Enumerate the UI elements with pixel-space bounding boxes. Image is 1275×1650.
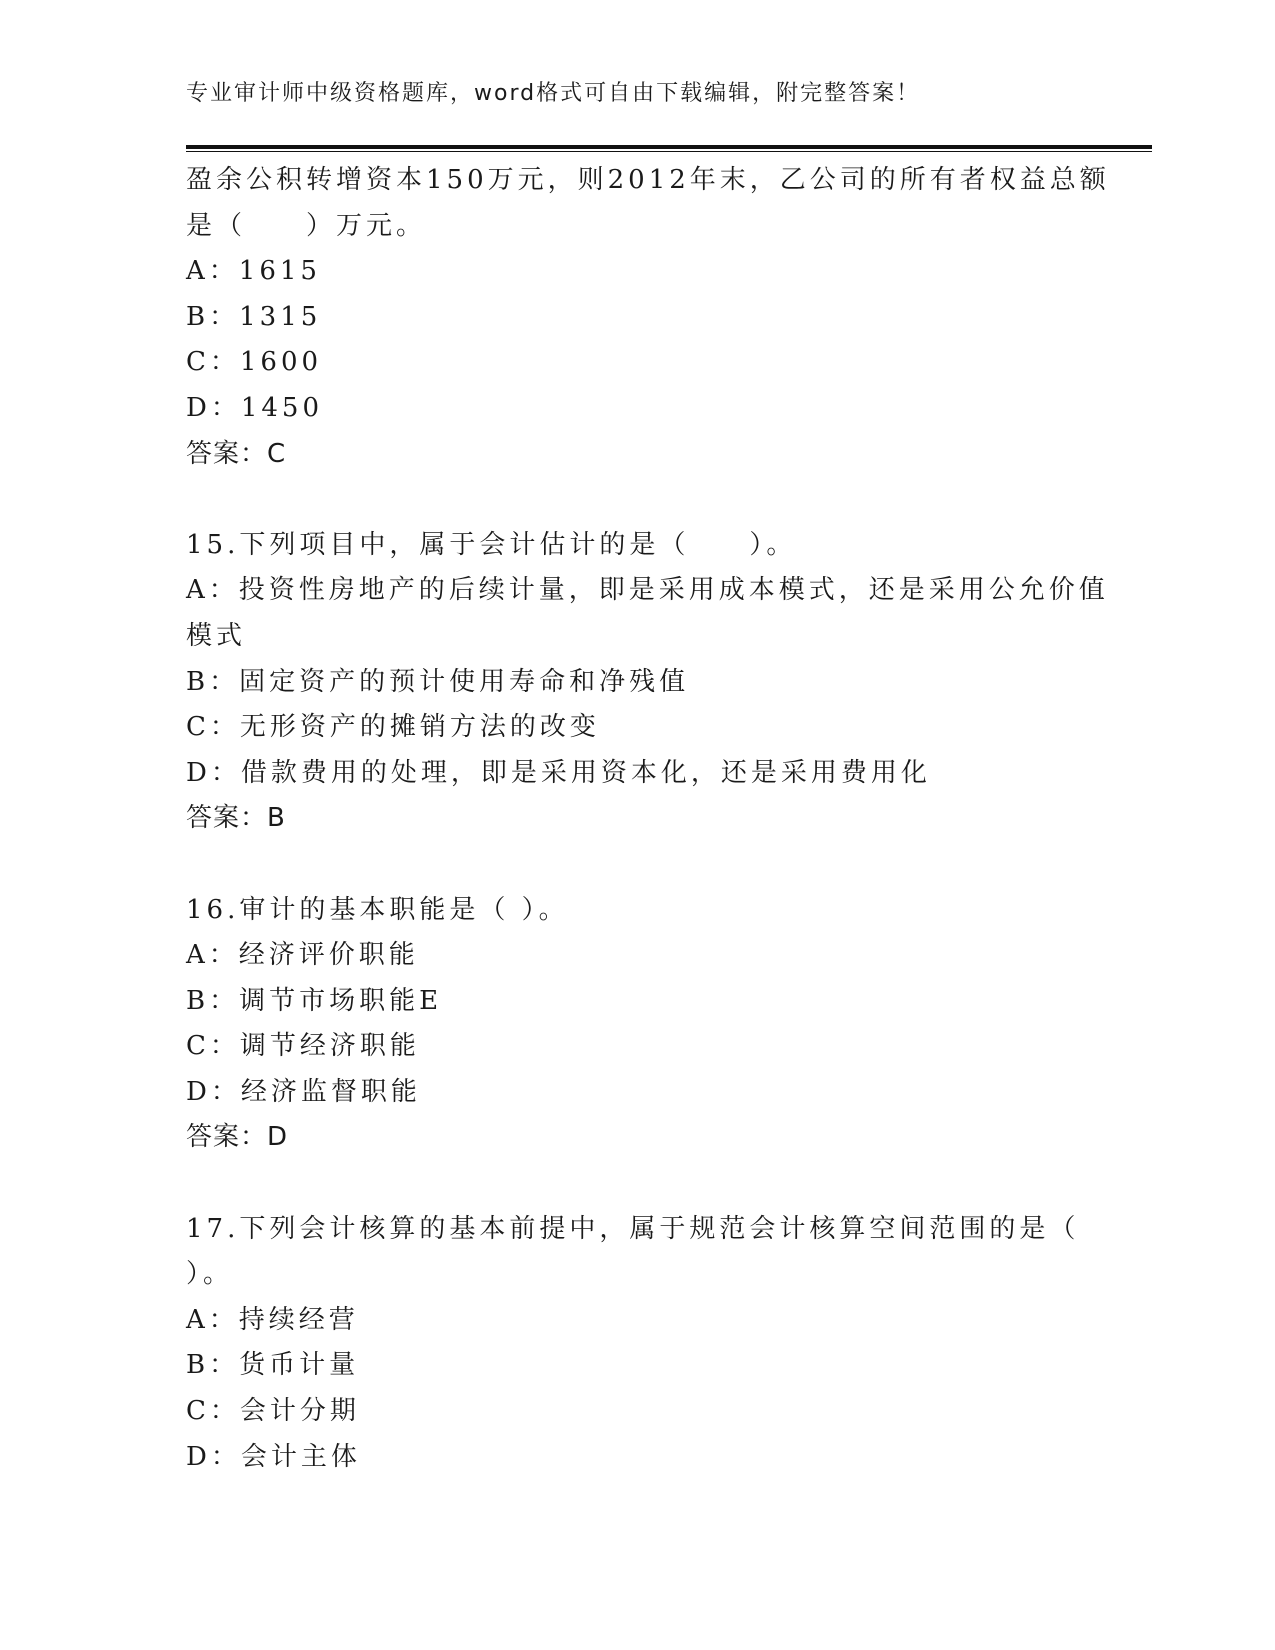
option-b: B：货币计量: [186, 1350, 360, 1381]
option-d: D：借款费用的处理，即是采用资本化，还是采用费用化: [186, 757, 931, 788]
question-stem-line: 盈余公积转增资本150万元，则2012年末，乙公司的所有者权益总额: [186, 165, 1110, 195]
option-a: A：经济评价职能: [186, 940, 419, 971]
answer-line: 答案：C: [186, 438, 287, 469]
option-d: D：经济监督职能: [186, 1076, 421, 1107]
option-c: C：1600: [186, 347, 323, 378]
option-a: A：投资性房地产的后续计量，即是采用成本模式，还是采用公允价值: [186, 575, 1109, 606]
question-stem-line: 17.下列会计核算的基本前提中，属于规范会计核算空间范围的是（: [186, 1213, 1080, 1244]
header-rule-thick: [186, 145, 1152, 149]
question-16: [186, 888, 1086, 1162]
header-rule-thin: [186, 151, 1152, 152]
option-c: C：无形资产的摊销方法的改变: [186, 712, 600, 743]
document-body: [186, 158, 1110, 1480]
question-stem: 16.审计的基本职能是（ ）。: [186, 894, 569, 925]
question-stem-line: ）。: [186, 1259, 234, 1290]
question-15: [186, 523, 1109, 842]
option-b: B：1315: [186, 301, 322, 332]
question-14-continued: [186, 158, 1110, 477]
question-17: [186, 1207, 1086, 1481]
option-b: B：固定资产的预计使用寿命和净残值: [186, 666, 690, 697]
spacer: [186, 477, 1086, 523]
option-b: B：调节市场职能E: [186, 985, 443, 1016]
question-stem: 15.下列项目中，属于会计估计的是（ ）。: [186, 529, 797, 560]
question-stem-line: 是（ ）万元。: [186, 210, 427, 241]
option-a: A：1615: [186, 256, 321, 287]
spacer: [186, 1161, 1086, 1207]
answer-line: 答案：D: [186, 1122, 289, 1153]
option-c: C：调节经济职能: [186, 1031, 420, 1062]
option-d: D：会计主体: [186, 1441, 361, 1472]
spacer: [186, 842, 1086, 888]
option-a-continued: 模式: [186, 620, 247, 651]
option-d: D：1450: [186, 392, 324, 423]
option-a: A：持续经营: [186, 1304, 359, 1335]
page-header-text: 专业审计师中级资格题库，word格式可自由下载编辑，附完整答案！: [186, 81, 921, 106]
answer-line: 答案：B: [186, 803, 286, 834]
option-c: C：会计分期: [186, 1396, 360, 1427]
